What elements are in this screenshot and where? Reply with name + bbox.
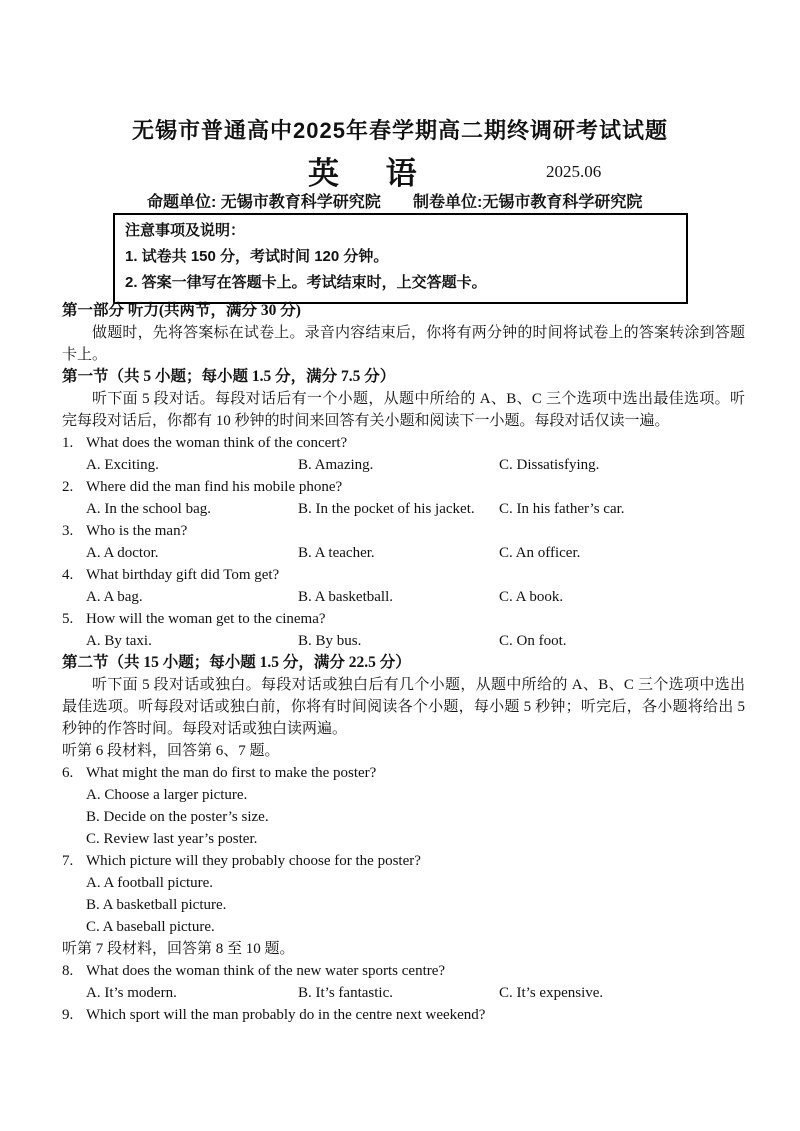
option-b: B. By bus. bbox=[298, 633, 362, 649]
question-text: Who is the man? bbox=[86, 523, 188, 539]
section2-heading: 第二节（共 15 小题；每小题 1.5 分，满分 22.5 分） bbox=[62, 654, 411, 671]
question-9 bbox=[62, 1004, 745, 1026]
question-2-options bbox=[62, 498, 745, 520]
question-text: How will the woman get to the cinema? bbox=[86, 611, 326, 627]
question-4-options bbox=[62, 586, 745, 608]
question-text: What birthday gift did Tom get? bbox=[86, 567, 280, 583]
section2-intro: 听下面 5 段对话或独白。每段对话或独白后有几个小题，从题中所给的 A、B、C 三个选项中选出最佳选项。听每段对话或独白前，你将有时间阅读各个小题，每小题 5 秒钟；听完后，各小题将给出 5 秒钟的作答时间。每段对话或独白读两遍。 bbox=[62, 677, 745, 737]
option-c: C. Dissatisfying. bbox=[499, 457, 600, 473]
question-6 bbox=[62, 762, 745, 784]
question-5-options bbox=[62, 630, 745, 652]
option-b: B. A basketball picture. bbox=[86, 897, 227, 913]
question-number: 4. bbox=[62, 567, 74, 583]
question-3 bbox=[62, 520, 745, 542]
question-text: Which sport will the man probably do in the centre next weekend? bbox=[86, 1007, 486, 1023]
question-number: 3. bbox=[62, 523, 74, 539]
question-1 bbox=[62, 432, 745, 454]
option-a: A. Exciting. bbox=[86, 457, 159, 473]
option-c: C. A book. bbox=[499, 589, 564, 605]
option-a: A. In the school bag. bbox=[86, 501, 211, 517]
option-a: A. Choose a larger picture. bbox=[86, 787, 248, 803]
question-text: What does the woman think of the new water sports centre? bbox=[86, 963, 446, 979]
subject-heading: 英 语 bbox=[308, 156, 419, 191]
section1-intro: 听下面 5 段对话。每段对话后有一个小题，从题中所给的 A、B、C 三个选项中选出最佳选项。听完每段对话后，你都有 10 秒钟的时间来回答有关小题和阅读下一小题。每段对话仅读一遍。 bbox=[62, 391, 745, 429]
question-2 bbox=[62, 476, 745, 498]
notice-item-1: 1. 试卷共 150 分，考试时间 120 分钟。 bbox=[125, 248, 389, 265]
option-a: A. A bag. bbox=[86, 589, 143, 605]
question-7 bbox=[62, 850, 745, 872]
question-number: 6. bbox=[62, 765, 74, 781]
option-b: B. A basketball. bbox=[298, 589, 393, 605]
option-a: A. It’s modern. bbox=[86, 985, 177, 1001]
option-b: B. A teacher. bbox=[298, 545, 375, 561]
question-text: Where did the man find his mobile phone? bbox=[86, 479, 343, 495]
exam-title: 无锡市普通高中2025年春学期高二期终调研考试试题 bbox=[132, 118, 668, 143]
option-c: C. In his father’s car. bbox=[499, 501, 625, 517]
question-3-options bbox=[62, 542, 745, 564]
question-text: What does the woman think of the concert? bbox=[86, 435, 348, 451]
option-b: B. In the pocket of his jacket. bbox=[298, 501, 475, 517]
question-number: 5. bbox=[62, 611, 74, 627]
question-text: What might the man do first to make the poster? bbox=[86, 765, 377, 781]
material-6-note: 听第 6 段材料，回答第 6、7 题。 bbox=[62, 743, 280, 759]
question-8-options bbox=[62, 982, 745, 1004]
setter-unit: 命题单位: 无锡市教育科学研究院 bbox=[147, 194, 381, 211]
question-number: 2. bbox=[62, 479, 74, 495]
maker-unit: 制卷单位:无锡市教育科学研究院 bbox=[413, 194, 643, 211]
option-a: A. A doctor. bbox=[86, 545, 159, 561]
exam-body bbox=[62, 300, 745, 1026]
option-c: C. On foot. bbox=[499, 633, 567, 649]
option-a: A. By taxi. bbox=[86, 633, 152, 649]
question-number: 7. bbox=[62, 853, 74, 869]
option-b: B. It’s fantastic. bbox=[298, 985, 393, 1001]
question-number: 1. bbox=[62, 435, 74, 451]
question-1-options bbox=[62, 454, 745, 476]
notice-box bbox=[113, 213, 688, 304]
option-c: C. It’s expensive. bbox=[499, 985, 604, 1001]
question-text: Which picture will they probably choose for the poster? bbox=[86, 853, 421, 869]
question-number: 9. bbox=[62, 1007, 74, 1023]
part1-heading: 第一部分 听力(共两节，满分 30 分) bbox=[62, 302, 301, 319]
option-a: A. A football picture. bbox=[86, 875, 214, 891]
notice-heading: 注意事项及说明： bbox=[125, 222, 246, 239]
option-b: B. Decide on the poster’s size. bbox=[86, 809, 269, 825]
option-b: B. Amazing. bbox=[298, 457, 374, 473]
part1-intro: 做题时，先将答案标在试卷上。录音内容结束后，你将有两分钟的时间将试卷上的答案转涂到答题卡上。 bbox=[62, 325, 745, 363]
question-5 bbox=[62, 608, 745, 630]
question-8 bbox=[62, 960, 745, 982]
section1-heading: 第一节（共 5 小题；每小题 1.5 分，满分 7.5 分） bbox=[62, 368, 396, 385]
question-4 bbox=[62, 564, 745, 586]
material-7-note: 听第 7 段材料，回答第 8 至 10 题。 bbox=[62, 941, 295, 957]
option-c: C. A baseball picture. bbox=[86, 919, 215, 935]
notice-item-2: 2. 答案一律写在答题卡上。考试结束时，上交答题卡。 bbox=[125, 274, 487, 291]
question-number: 8. bbox=[62, 963, 74, 979]
option-c: C. An officer. bbox=[499, 545, 581, 561]
option-c: C. Review last year’s poster. bbox=[86, 831, 258, 847]
exam-date: 2025.06 bbox=[546, 162, 602, 181]
